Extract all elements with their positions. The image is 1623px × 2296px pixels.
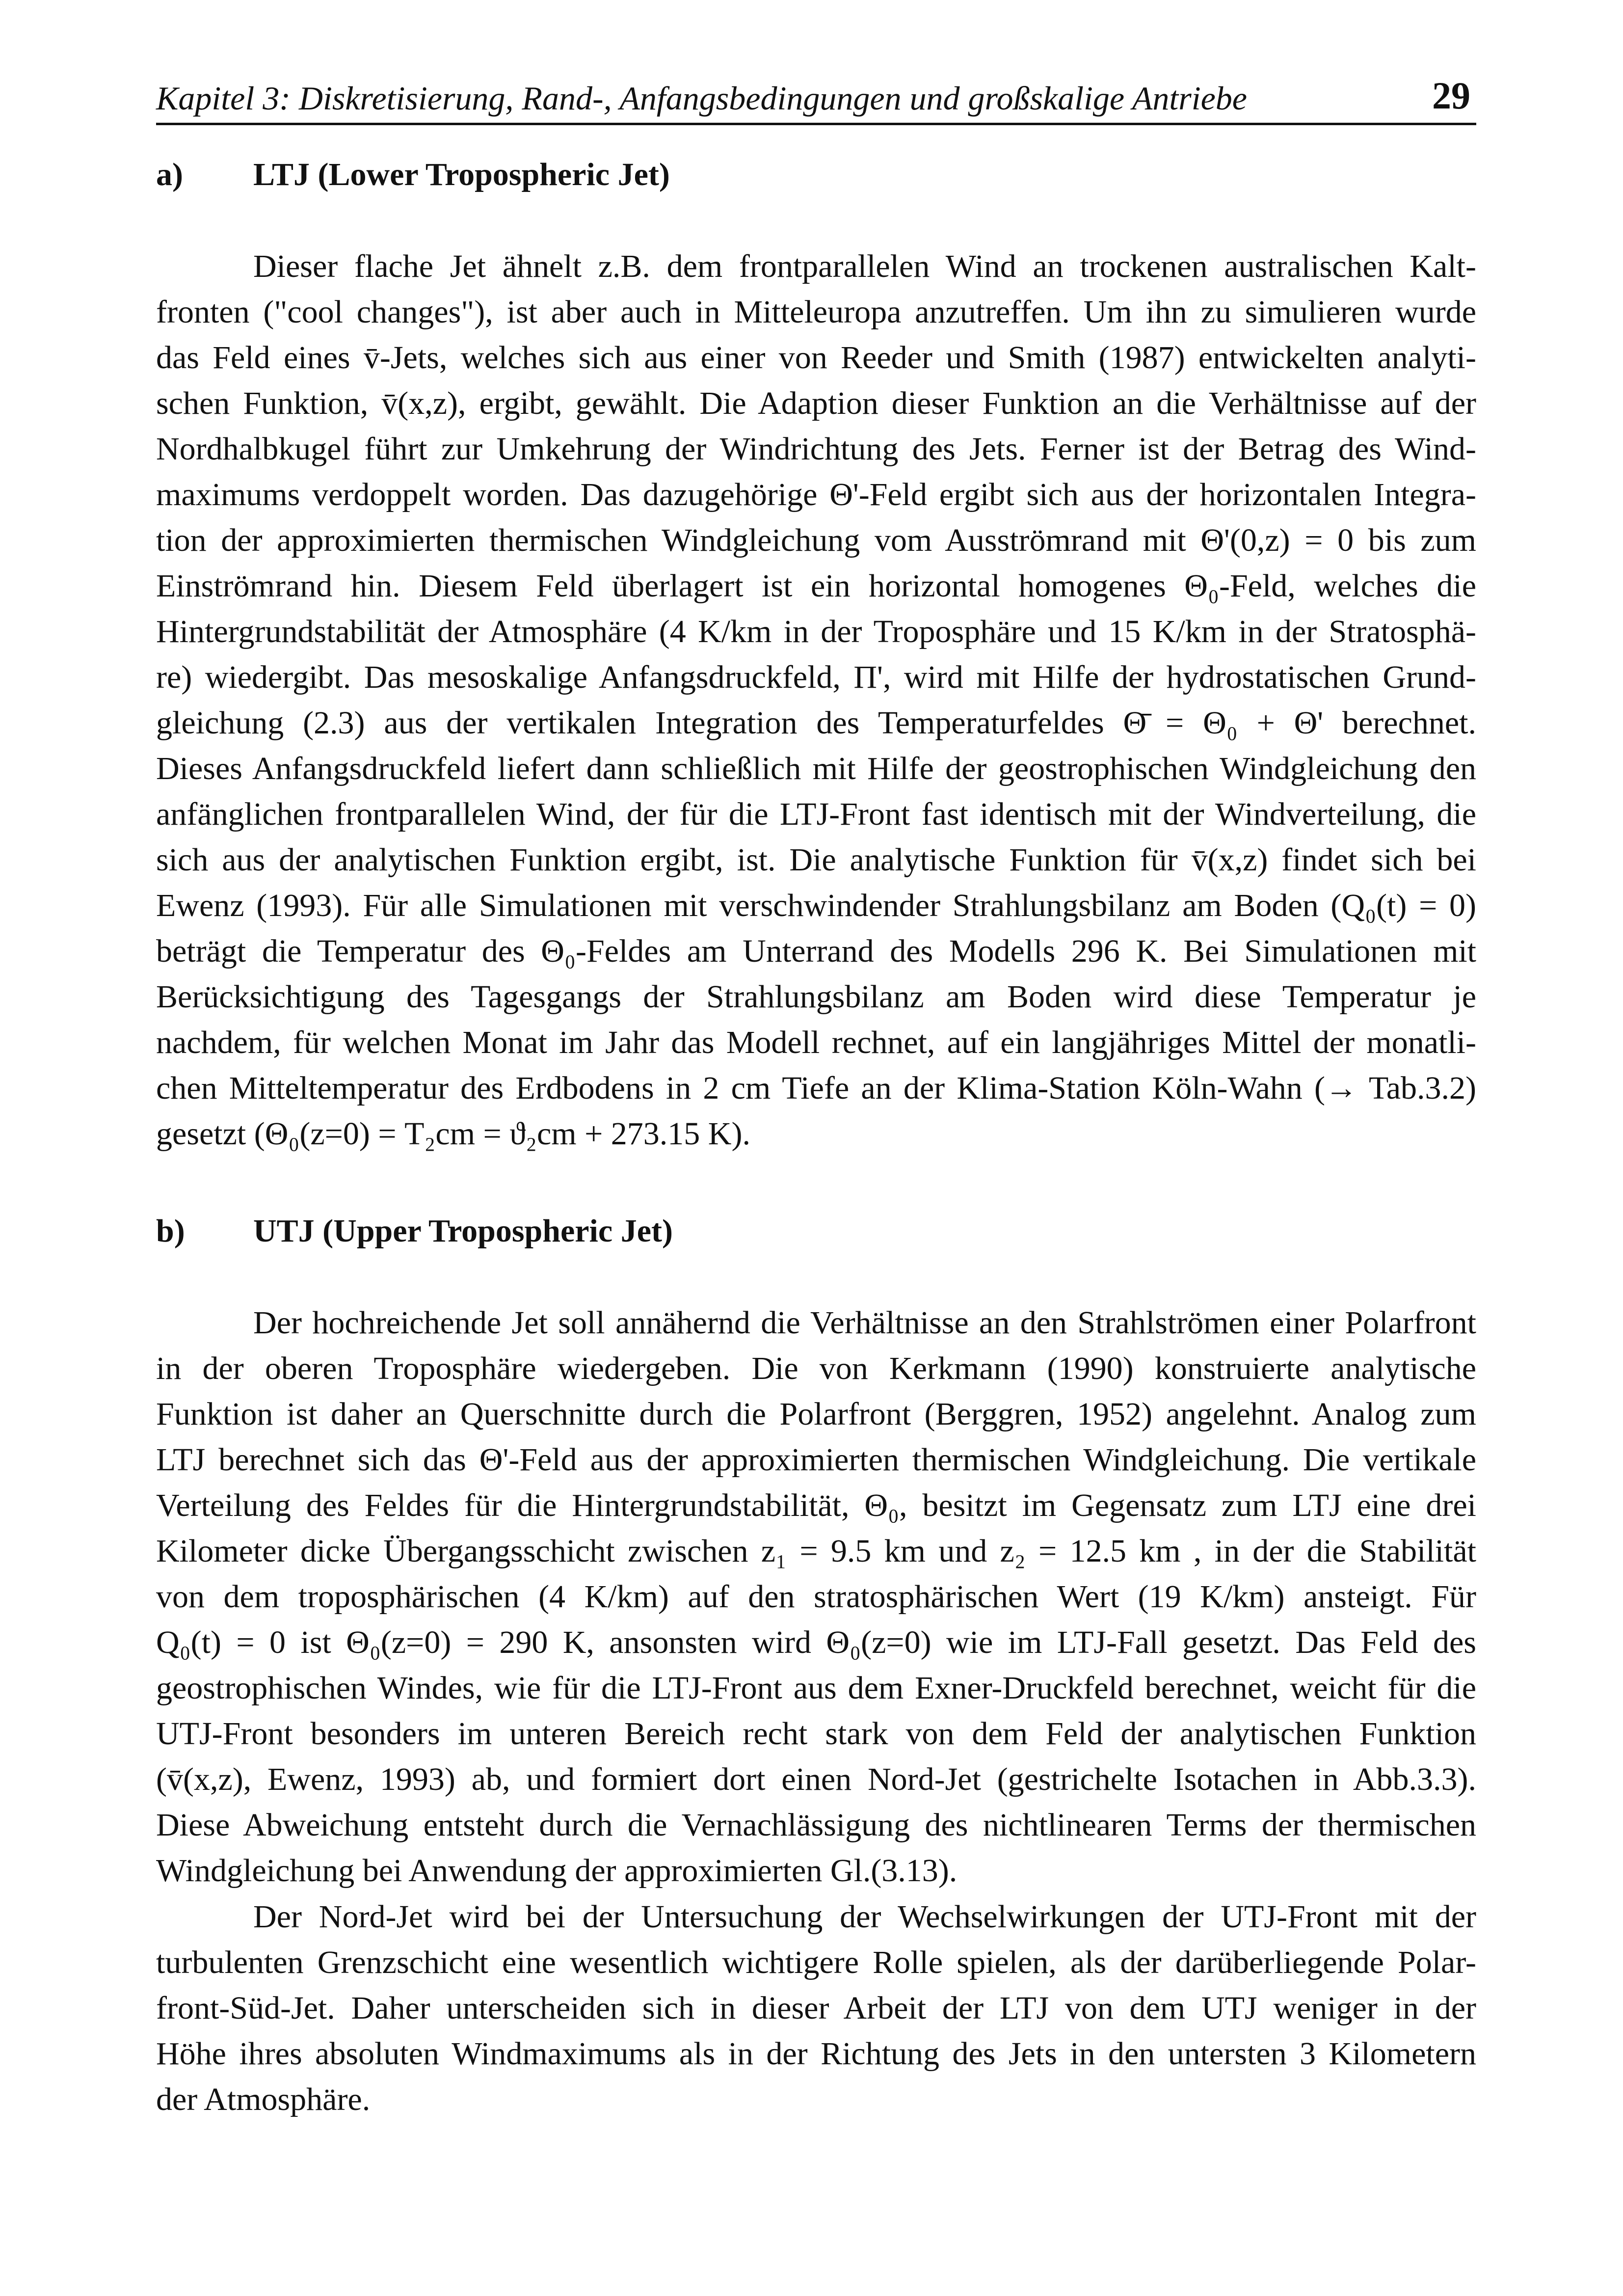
text-line: fronten ("cool changes"), ist aber auch in Mitteleuropa anzutreffen. Um ihn zu simulieren wurde — [156, 294, 1476, 330]
chapter-title: Kapitel 3: Diskretisierung, Rand-, Anfangsbedingungen und großskalige Antriebe — [156, 80, 1247, 117]
text-line: nachdem, für welchen Monat im Jahr das Modell rechnet, auf ein langjähriges Mittel der monatli- — [156, 1025, 1476, 1060]
text-line: gleichung (2.3) aus der vertikalen Integration des Temperaturfeldes Θ̄ = Θ₀ + Θ' berechnet. — [156, 705, 1476, 741]
section-a-label: a) — [156, 157, 183, 192]
text-line: maximums verdoppelt worden. Das dazugehörige Θ'-Feld ergibt sich aus der horizontalen Integra- — [156, 477, 1476, 513]
text-line: tion der approximierten thermischen Windgleichung vom Ausströmrand mit Θ'(0,z) = 0 bis zum — [156, 522, 1476, 558]
text-line: anfänglichen frontparallelen Wind, der für die LTJ-Front fast identisch mit der Windverteilung, die — [156, 796, 1476, 832]
text-line: Kilometer dicke Übergangsschicht zwischen z₁ = 9.5 km und z₂ = 12.5 km , in der die Stabilität — [156, 1533, 1476, 1569]
text-line: front-Süd-Jet. Daher unterscheiden sich in dieser Arbeit der LTJ von dem UTJ weniger in der — [156, 1990, 1476, 2026]
text-line: Dieser flache Jet ähnelt z.B. dem frontparallelen Wind an trockenen australischen Kalt- — [253, 248, 1476, 284]
text-line: Der Nord-Jet wird bei der Untersuchung der Wechselwirkungen der UTJ-Front mit der — [253, 1899, 1476, 1935]
text-line: Einströmrand hin. Diesem Feld überlagert ist ein horizontal homogenes Θ₀-Feld, welches die — [156, 568, 1476, 604]
text-line: gesetzt (Θ₀(z=0) = T₂cm = ϑ₂cm + 273.15 K). — [156, 1116, 750, 1152]
text-line: sich aus der analytischen Funktion ergibt, ist. Die analytische Funktion für v̄(x,z) findet sich bei — [156, 842, 1476, 878]
text-line: Hintergrundstabilität der Atmosphäre (4 K/km in der Troposphäre und 15 K/km in der Stratosphä- — [156, 614, 1476, 649]
section-b-paragraph-1 — [156, 1300, 1476, 1893]
text-line: UTJ-Front besonders im unteren Bereich recht stark von dem Feld der analytischen Funktion — [156, 1716, 1476, 1752]
text-line: Funktion ist daher an Querschnitte durch die Polarfront (Berggren, 1952) angelehnt. Analog zum — [156, 1396, 1476, 1432]
text-line: Der hochreichende Jet soll annähernd die Verhältnisse an den Strahlströmen einer Polarfront — [253, 1305, 1476, 1341]
text-line: LTJ berechnet sich das Θ'-Feld aus der approximierten thermischen Windgleichung. Die vertikale — [156, 1442, 1476, 1478]
running-header — [156, 74, 1476, 125]
text-line: in der oberen Troposphäre wiedergeben. Die von Kerkmann (1990) konstruierte analytische — [156, 1351, 1476, 1386]
text-line: Windgleichung bei Anwendung der approximierten Gl.(3.13). — [156, 1853, 958, 1889]
section-a-title: LTJ (Lower Tropospheric Jet) — [253, 157, 670, 192]
section-b-label: b) — [156, 1213, 185, 1249]
section-a-heading — [156, 156, 670, 193]
page-number: 29 — [1432, 74, 1470, 117]
text-line: chen Mitteltemperatur des Erdbodens in 2 cm Tiefe an der Klima-Station Köln-Wahn (→ Tab.3.2) — [156, 1070, 1476, 1106]
text-line: re) wiedergibt. Das mesoskalige Anfangsdruckfeld, Π', wird mit Hilfe der hydrostatischen Grund- — [156, 659, 1476, 695]
text-line: schen Funktion, v̄(x,z), ergibt, gewählt. Die Adaption dieser Funktion an die Verhältnisse auf der — [156, 385, 1476, 421]
text-line: Nordhalbkugel führt zur Umkehrung der Windrichtung des Jets. Ferner ist der Betrag des Wind- — [156, 431, 1476, 467]
section-b-title: UTJ (Upper Tropospheric Jet) — [253, 1213, 673, 1249]
text-line: Diese Abweichung entsteht durch die Vernachlässigung des nichtlinearen Terms der thermischen — [156, 1807, 1476, 1843]
text-line: Berücksichtigung des Tagesgangs der Strahlungsbilanz am Boden wird diese Temperatur je — [156, 979, 1476, 1015]
text-line: beträgt die Temperatur des Θ₀-Feldes am Unterrand des Modells 296 K. Bei Simulationen mit — [156, 933, 1476, 969]
text-line: das Feld eines v̄-Jets, welches sich aus einer von Reeder und Smith (1987) entwickelten analyti- — [156, 340, 1476, 376]
text-line: Höhe ihres absoluten Windmaximums als in der Richtung des Jets in den untersten 3 Kilometern — [156, 2036, 1476, 2072]
text-line: turbulenten Grenzschicht eine wesentlich wichtigere Rolle spielen, als der darüberliegende Polar- — [156, 1945, 1476, 1980]
text-line: Verteilung des Feldes für die Hintergrundstabilität, Θ₀, besitzt im Gegensatz zum LTJ eine drei — [156, 1487, 1476, 1523]
text-line: der Atmosphäre. — [156, 2081, 371, 2117]
text-line: Dieses Anfangsdruckfeld liefert dann schließlich mit Hilfe der geostrophischen Windgleichung den — [156, 751, 1476, 786]
text-line: von dem troposphärischen (4 K/km) auf den stratosphärischen Wert (19 K/km) ansteigt. Für — [156, 1579, 1476, 1615]
section-b-heading — [156, 1213, 673, 1250]
section-b-paragraph-2 — [156, 1894, 1476, 2122]
text-line: Ewenz (1993). Für alle Simulationen mit verschwindender Strahlungsbilanz am Boden (Q₀(t) = 0) — [156, 888, 1476, 923]
text-line: geostrophischen Windes, wie für die LTJ-Front aus dem Exner-Druckfeld berechnet, weicht für die — [156, 1670, 1476, 1706]
section-a-paragraph — [156, 243, 1476, 1157]
text-line: Q₀(t) = 0 ist Θ₀(z=0) = 290 K, ansonsten wird Θ₀(z=0) wie im LTJ-Fall gesetzt. Das Feld des — [156, 1624, 1476, 1660]
text-line: (v̄(x,z), Ewenz, 1993) ab, und formiert dort einen Nord-Jet (gestrichelte Isotachen in Abb.3.3). — [156, 1761, 1476, 1797]
